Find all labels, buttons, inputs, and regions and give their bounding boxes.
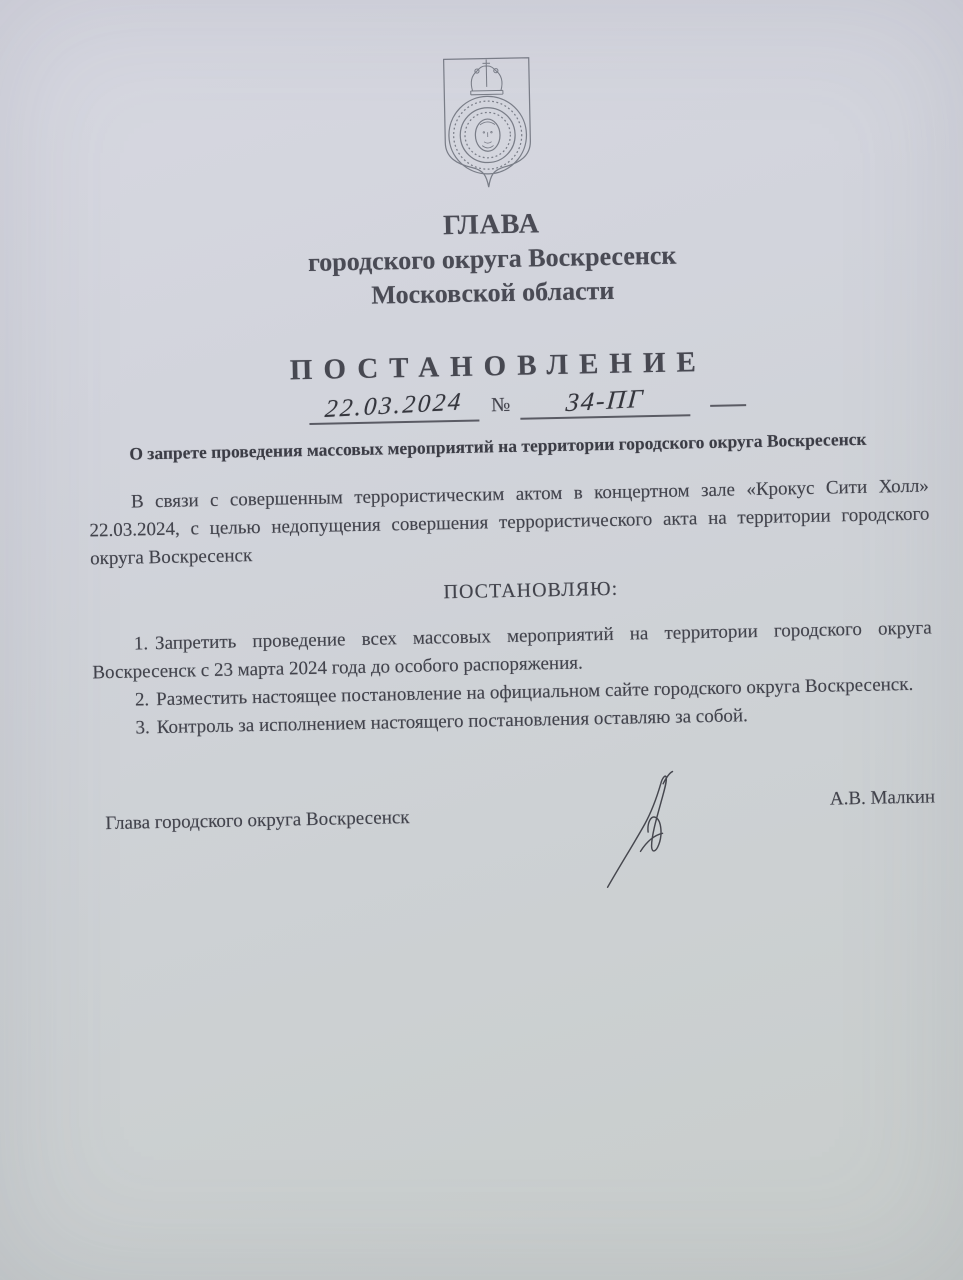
signature-block [95,784,936,851]
coat-of-arms-icon [434,53,541,198]
preamble-paragraph: В связи с совершенным террористическим актом в концертном зале «Крокус Сити Холл» 22.03.2024, с целью недопущения совершения террористического акта на территории городского округа Воскресенск [89,475,930,570]
document-type-title: ПОСТАНОВЛЕНИЕ [289,345,708,387]
item-number: 3. [135,717,150,739]
signer-title: Глава городского округа Воскресенск [105,807,410,835]
item-number: 2. [134,689,150,711]
item-number: 1. [133,633,149,655]
signer-name: А.В. Малкин [829,786,936,810]
document-sheet [79,0,936,851]
number-sign: № [490,393,511,417]
authority-line-3: Московской области [371,275,615,310]
date-number-row [309,380,928,425]
authority-line-1: ГЛАВА [442,208,541,242]
authority-line-2: городского округа Воскресенск [307,240,677,277]
form-line-tail [710,387,746,407]
resolution-list [92,615,934,744]
signature-icon [592,761,715,901]
issuing-authority [71,201,913,317]
document-subject: О запрете проведения массовых мероприятий на территории городского округа Воскресенск [129,428,867,464]
resolve-word: ПОСТАНОВЛЯЮ: [443,577,619,604]
item-text: Контроль за исполнением настоящего постановления оставляю за собой. [156,705,749,739]
number-field [520,384,691,419]
date-field [309,388,480,425]
handwritten-number: 34-ПГ [564,383,646,418]
item-text: Разместить настоящее постановление на официальном сайте городского округа Воскресенск. [155,673,914,711]
handwritten-date: 22.03.2024 [324,388,465,424]
item-text: Запретить проведение всех массовых мероприятий на территории городского округа Воскресенск с 23 марта 2024 года до особого распоряжения. [92,617,932,684]
